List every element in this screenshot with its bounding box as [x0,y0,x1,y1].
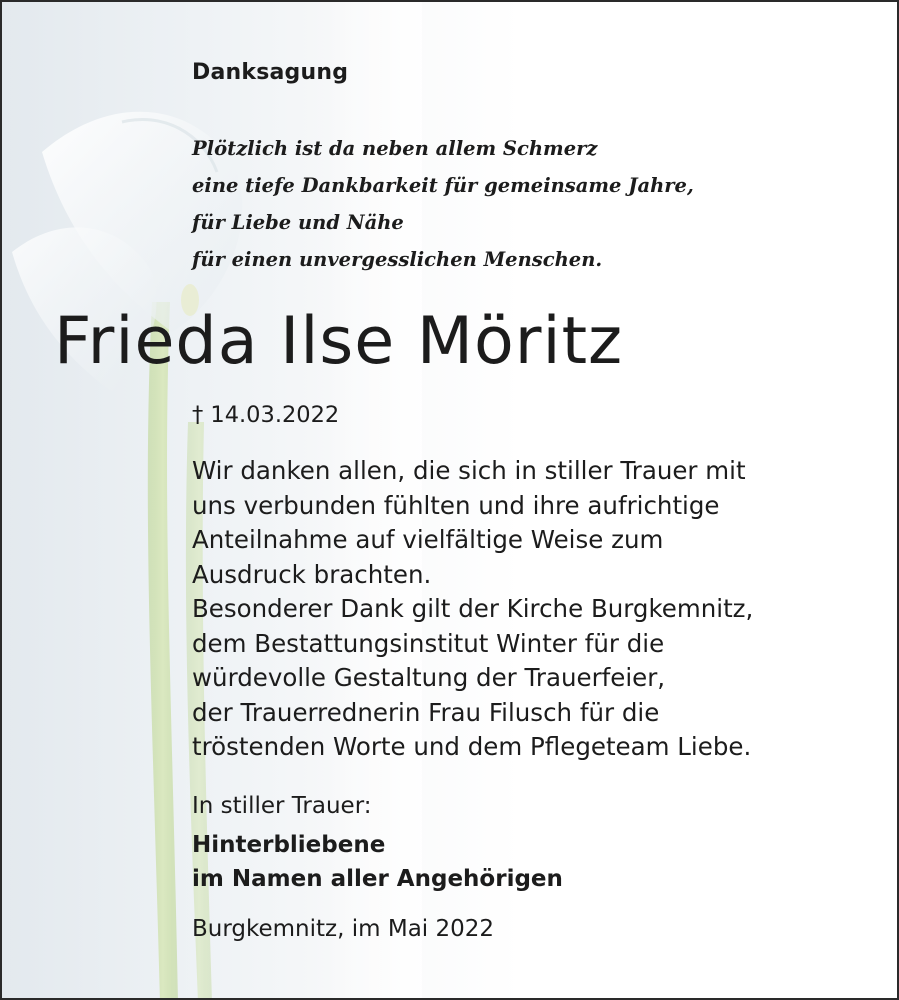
poem-line: für einen unvergesslichen Menschen. [192,248,603,271]
thanks-line: Besonderer Dank gilt der Kirche Burgkemnitz, [192,594,754,623]
deceased-name: Frieda Ilse Möritz [54,304,624,379]
signers [192,828,563,896]
signer-line: Hinterbliebene [192,832,386,858]
thanks-line: würdevolle Gestaltung der Trauerfeier, [192,663,666,692]
thanks-line: der Trauerrednerin Frau Filusch für die [192,697,660,727]
thanks-line: Anteilnahme auf vielfältige Weise zum [192,525,664,554]
notice-heading: Danksagung [192,60,349,85]
thanks-text [192,454,753,765]
thanks-line: dem Bestattungsinstitut Winter für die [192,628,665,658]
thanks-line: Wir danken allen, die sich in stiller Trauer mit [192,456,746,485]
signer-line: im Namen aller Angehörigen [192,866,563,892]
thanks-line: uns verbunden fühlten und ihre aufrichtige [192,490,720,520]
place-and-date: Burgkemnitz, im Mai 2022 [192,916,495,942]
poem-verse [192,130,694,278]
poem-line: für Liebe und Nähe [192,211,404,234]
thanks-line: tröstenden Worte und dem Pflegeteam Liebe. [192,732,752,761]
mourning-label: In stiller Trauer: [192,793,372,819]
poem-line: Plötzlich ist da neben allem Schmerz [192,137,598,160]
poem-line: eine tiefe Dankbarkeit für gemeinsame Jahre, [192,174,694,197]
thanks-line: Ausdruck brachten. [192,559,432,589]
death-date: † 14.03.2022 [192,402,340,428]
